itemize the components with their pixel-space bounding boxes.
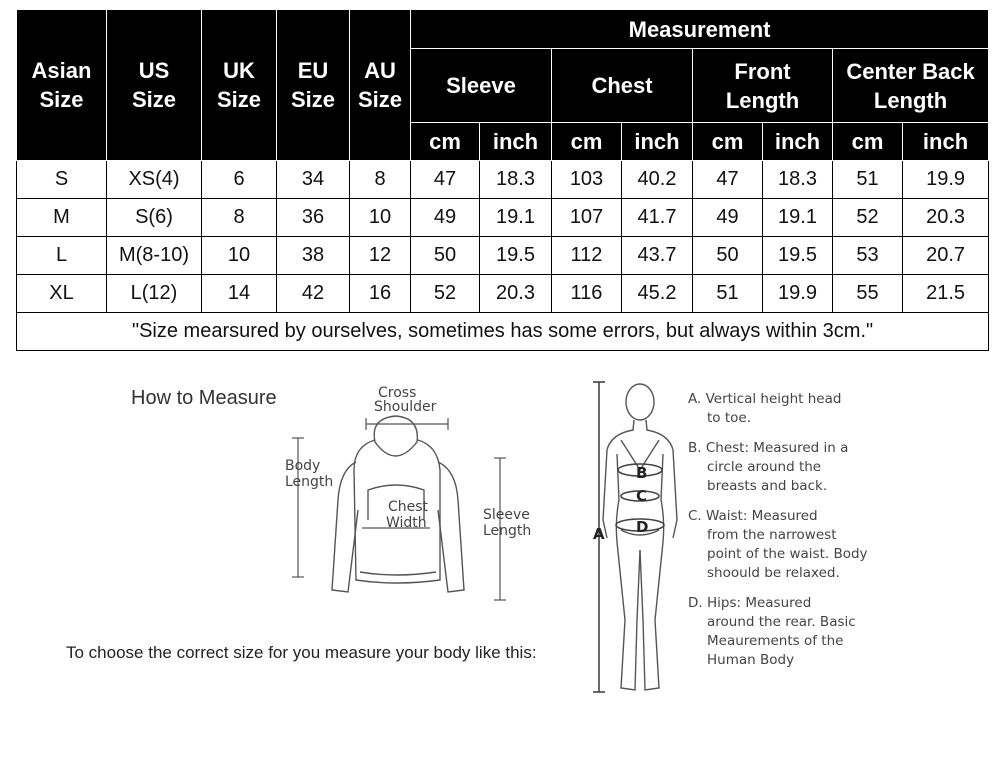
table-cell: 38 xyxy=(277,237,350,275)
group-center-back-length: Center Back Length xyxy=(833,49,989,123)
unit-inch: inch xyxy=(622,123,693,161)
table-cell: 40.2 xyxy=(622,161,693,199)
unit-cm: cm xyxy=(833,123,903,161)
body-label-c: C xyxy=(636,487,648,505)
table-cell: 10 xyxy=(350,199,411,237)
body-label-b: B xyxy=(636,464,648,482)
table-cell: 107 xyxy=(552,199,622,237)
table-cell: 18.3 xyxy=(480,161,552,199)
table-row xyxy=(17,161,989,199)
cross-label-1: Cross xyxy=(378,385,417,401)
unit-cm: cm xyxy=(552,123,622,161)
table-cell: 47 xyxy=(411,161,480,199)
unit-inch: inch xyxy=(480,123,552,161)
legend-item-a xyxy=(688,390,868,428)
sleeve-length-label-1: Sleeve xyxy=(483,507,530,523)
table-cell: 19.5 xyxy=(763,237,833,275)
choose-size-instruction: To choose the correct size for you measure your body like this: xyxy=(66,643,537,662)
header-au-size: AU Size xyxy=(350,10,411,161)
group-sleeve: Sleeve xyxy=(411,49,552,123)
table-cell: 43.7 xyxy=(622,237,693,275)
legend-item-a-rest: to toe. xyxy=(707,410,751,426)
table-cell: 36 xyxy=(277,199,350,237)
group-front-length: Front Length xyxy=(693,49,833,123)
table-row xyxy=(17,275,989,313)
legend-item-b xyxy=(688,439,868,496)
table-cell: 53 xyxy=(833,237,903,275)
table-cell: XS(4) xyxy=(107,161,202,199)
table-cell: 19.1 xyxy=(480,199,552,237)
table-cell: 49 xyxy=(411,199,480,237)
body-figure-diagram xyxy=(585,370,685,710)
table-row xyxy=(17,237,989,275)
table-cell: 41.7 xyxy=(622,199,693,237)
table-cell: 116 xyxy=(552,275,622,313)
table-cell: 19.5 xyxy=(480,237,552,275)
table-cell: 16 xyxy=(350,275,411,313)
unit-cm: cm xyxy=(693,123,763,161)
table-cell: 19.1 xyxy=(763,199,833,237)
table-cell: 50 xyxy=(411,237,480,275)
table-cell: S(6) xyxy=(107,199,202,237)
table-cell: L xyxy=(17,237,107,275)
table-note-row xyxy=(17,313,989,351)
table-cell: S xyxy=(17,161,107,199)
table-cell: 18.3 xyxy=(763,161,833,199)
table-cell: 45.2 xyxy=(622,275,693,313)
table-cell: 42 xyxy=(277,275,350,313)
chest-width-label-2: Width xyxy=(386,515,427,531)
table-cell: M(8-10) xyxy=(107,237,202,275)
table-cell: 103 xyxy=(552,161,622,199)
table-cell: XL xyxy=(17,275,107,313)
table-cell: 51 xyxy=(833,161,903,199)
size-chart-table xyxy=(16,9,989,351)
legend-item-a-first: A. Vertical height head xyxy=(688,391,842,407)
table-cell: 12 xyxy=(350,237,411,275)
header-eu-size: EU Size xyxy=(277,10,350,161)
table-cell: 20.3 xyxy=(903,199,989,237)
unit-inch: inch xyxy=(903,123,989,161)
unit-inch: inch xyxy=(763,123,833,161)
legend-item-d-first: D. Hips: Measured xyxy=(688,595,812,611)
table-cell: 8 xyxy=(202,199,277,237)
header-us-size: US Size xyxy=(107,10,202,161)
legend-item-b-rest: circle around the breasts and back. xyxy=(707,459,828,494)
header-uk-size: UK Size xyxy=(202,10,277,161)
body-label-d: D xyxy=(636,518,649,536)
shoulder-label-2: Shoulder xyxy=(374,399,437,415)
table-cell: 20.3 xyxy=(480,275,552,313)
body-measurement-legend xyxy=(688,390,868,681)
table-cell: 19.9 xyxy=(903,161,989,199)
table-cell: 8 xyxy=(350,161,411,199)
legend-item-d-rest: around the rear. Basic Meaurements of the Human Body xyxy=(707,614,856,668)
table-cell: 10 xyxy=(202,237,277,275)
table-cell: 21.5 xyxy=(903,275,989,313)
table-cell: M xyxy=(17,199,107,237)
legend-item-d xyxy=(688,594,868,670)
sleeve-length-label-2: Length xyxy=(483,523,532,539)
table-cell: 51 xyxy=(693,275,763,313)
chest-width-label-1: Chest xyxy=(388,499,429,515)
table-cell: 52 xyxy=(833,199,903,237)
table-cell: 49 xyxy=(693,199,763,237)
table-cell: 19.9 xyxy=(763,275,833,313)
unit-cm: cm xyxy=(411,123,480,161)
group-chest: Chest xyxy=(552,49,693,123)
table-cell: 34 xyxy=(277,161,350,199)
body-length-label-1: Body xyxy=(285,458,321,474)
size-note: "Size mearsured by ourselves, sometimes has some errors, but always within 3cm." xyxy=(17,313,989,351)
table-cell: 55 xyxy=(833,275,903,313)
table-row xyxy=(17,199,989,237)
header-measurement: Measurement xyxy=(411,10,989,49)
table-cell: 6 xyxy=(202,161,277,199)
legend-item-c-first: C. Waist: Measured xyxy=(688,508,818,524)
garment-diagram xyxy=(270,380,550,610)
table-cell: 112 xyxy=(552,237,622,275)
legend-item-c-rest: from the narrowest point of the waist. Body shoould be relaxed. xyxy=(707,527,868,581)
table-cell: 47 xyxy=(693,161,763,199)
table-cell: 50 xyxy=(693,237,763,275)
how-to-measure-title: How to Measure xyxy=(131,387,277,409)
legend-item-c xyxy=(688,507,868,583)
table-cell: 52 xyxy=(411,275,480,313)
legend-item-b-first: B. Chest: Measured in a xyxy=(688,440,849,456)
table-cell: 20.7 xyxy=(903,237,989,275)
body-length-label-2: Length xyxy=(285,474,334,490)
table-cell: 14 xyxy=(202,275,277,313)
table-cell: L(12) xyxy=(107,275,202,313)
body-label-a: A xyxy=(593,525,605,543)
header-asian-size: Asian Size xyxy=(17,10,107,161)
